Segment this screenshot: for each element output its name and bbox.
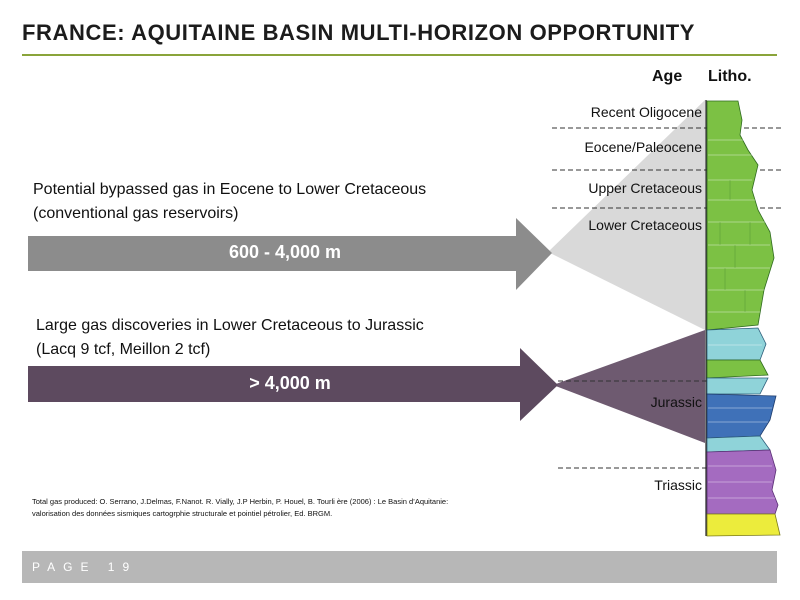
age-label-jurassic: Jurassic	[650, 394, 702, 410]
citation-line-2: valorisation des données sismiques cartogrphie structurale et pointiel pétrolier, Ed. BRGM.	[32, 509, 333, 518]
page-title: FRANCE: AQUITAINE BASIN MULTI-HORIZON OPPORTUNITY	[22, 20, 696, 45]
age-label-upper-cretaceous: Upper Cretaceous	[588, 180, 702, 196]
lower-description-line-2: (Lacq 9 tcf, Meillon 2 tcf)	[36, 341, 211, 358]
age-label-lower-cretaceous: Lower Cretaceous	[588, 217, 702, 233]
lithology-column	[706, 100, 780, 536]
page-number-label: PAGE 19	[32, 560, 138, 574]
lower-wedge	[553, 330, 705, 443]
upper-wedge	[548, 100, 705, 330]
citation-line-1: Total gas produced: O. Serrano, J.Delmas, F.Nanot. R. Vially, J.P Herbin, P. Houel, B. Tourli ère (2006) : Le Basin d’Aquitanie:	[32, 497, 449, 506]
page-footer	[22, 551, 777, 583]
source-citation	[32, 496, 502, 520]
litho-green-upper	[707, 101, 774, 330]
age-label-recent-oligocene: Recent Oligocene	[590, 104, 702, 120]
age-column-header: Age	[652, 68, 683, 85]
litho-yellow	[707, 514, 780, 536]
litho-cyan-c	[707, 436, 770, 452]
litho-green-mid	[707, 360, 768, 378]
upper-depth-label: 600 - 4,000 m	[228, 242, 342, 262]
litho-cyan-b	[707, 378, 768, 394]
upper-description-line-2: (conventional gas reservoirs)	[33, 205, 239, 222]
litho-blue	[707, 394, 776, 438]
lower-arrow-description	[36, 314, 424, 362]
lower-depth-label: > 4,000 m	[249, 373, 331, 393]
age-label-eocene-paleocene: Eocene/Paleocene	[584, 139, 702, 155]
litho-cyan-a	[707, 328, 766, 360]
upper-description-line-1: Potential bypassed gas in Eocene to Lower Cretaceous	[33, 181, 427, 198]
age-label-triassic: Triassic	[654, 477, 702, 493]
litho-column-header: Litho.	[708, 68, 752, 85]
lower-description-line-1: Large gas discoveries in Lower Cretaceous to Jurassic	[36, 317, 424, 334]
upper-arrow-description	[33, 178, 426, 226]
